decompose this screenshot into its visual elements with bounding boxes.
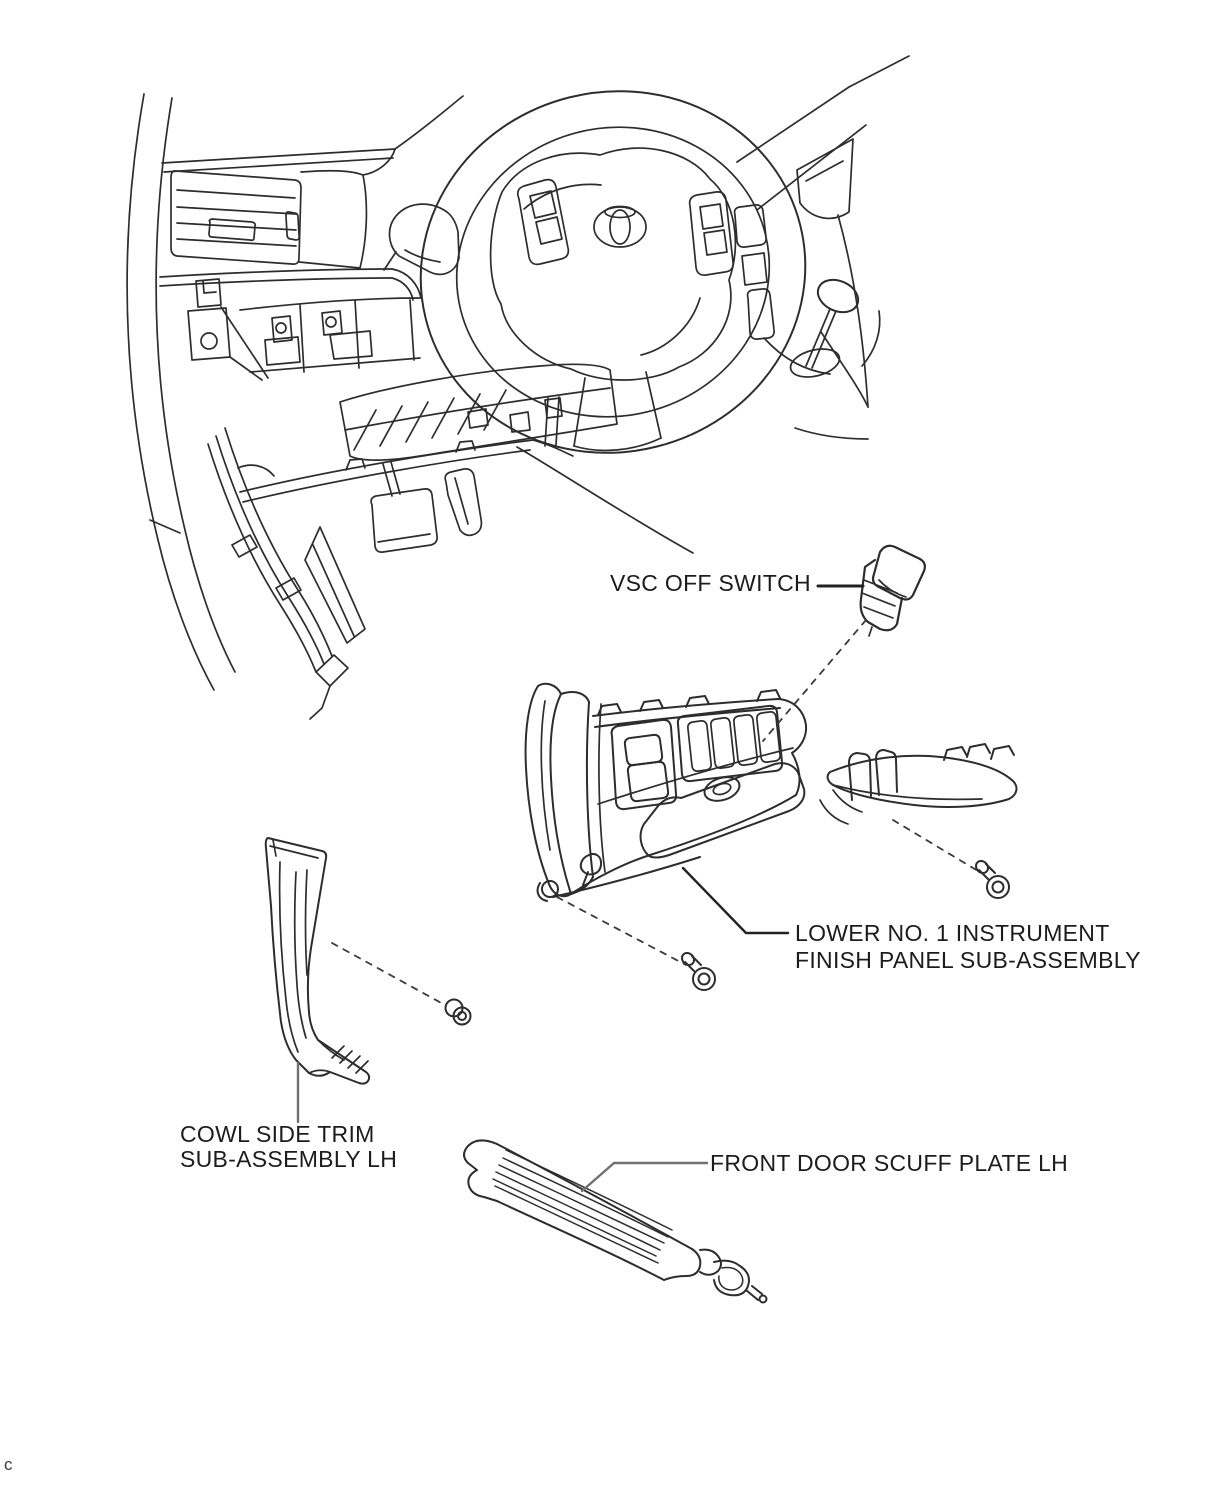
label-cowl-side-trim-line2: SUB-ASSEMBLY LH xyxy=(180,1146,398,1172)
label-lower-instrument-panel-line1: LOWER NO. 1 INSTRUMENT xyxy=(795,920,1110,946)
label-front-door-scuff-plate-text: FRONT DOOR SCUFF PLATE LH xyxy=(710,1150,1069,1176)
label-cowl-side-trim-line1: COWL SIDE TRIM xyxy=(180,1121,375,1147)
label-lower-instrument-panel xyxy=(795,920,1141,974)
label-front-door-scuff-plate xyxy=(710,1150,1068,1177)
label-vsc-off-switch-text: VSC OFF SWITCH xyxy=(610,570,811,596)
screw-icon xyxy=(680,951,715,990)
label-cowl-side-trim xyxy=(180,1122,397,1172)
label-vsc-off-switch xyxy=(610,570,811,597)
vsc-off-switch-drawing xyxy=(861,546,925,636)
car-interior-drawing xyxy=(127,51,909,719)
screw-icon xyxy=(974,859,1009,898)
cowl-side-trim-drawing xyxy=(266,838,369,1084)
lower-instrument-panel-drawing xyxy=(526,684,1017,901)
footer-mark: c xyxy=(4,1455,13,1474)
clip-icon xyxy=(446,1000,471,1025)
label-lower-instrument-panel-line2: FINISH PANEL SUB-ASSEMBLY xyxy=(795,947,1141,973)
